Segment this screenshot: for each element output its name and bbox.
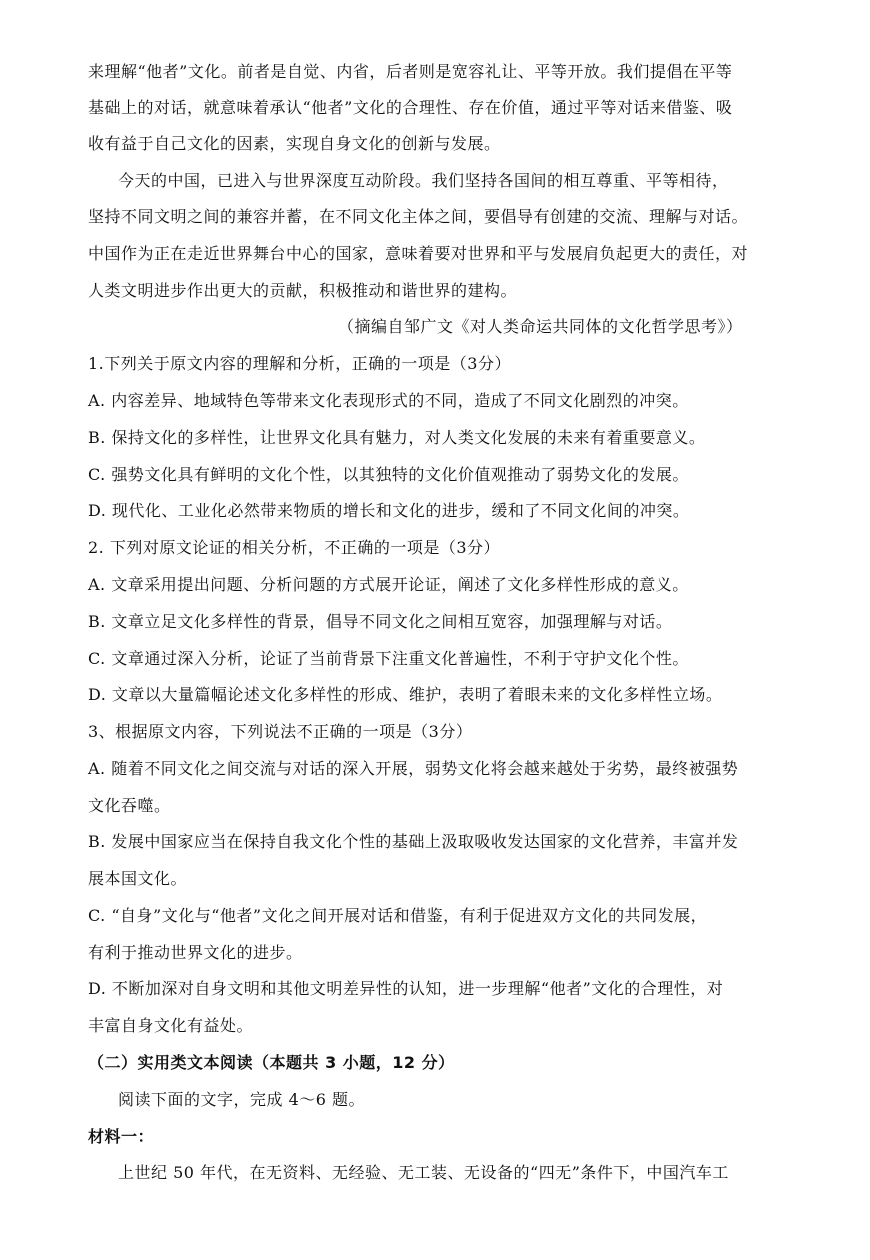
question-2-option-a: A. 文章采用提出问题、分析问题的方式展开论证，阐述了文化多样性形成的意义。	[88, 575, 689, 594]
question-2-option-d: D. 文章以大量篇幅论述文化多样性的形成、维护，表明了着眼未来的文化多样性立场。	[88, 685, 723, 704]
question-1-stem: 1.下列关于原文内容的理解和分析，正确的一项是（3分）	[88, 354, 511, 373]
question-1-option-d: D. 现代化、工业化必然带来物质的增长和文化的进步，缓和了不同文化间的冲突。	[88, 501, 690, 520]
question-1-option-a: A. 内容差异、地域特色等带来文化表现形式的不同，造成了不同文化剧烈的冲突。	[88, 391, 689, 410]
question-3-stem: 3、根据原文内容，下列说法不正确的一项是（3分）	[88, 722, 473, 741]
section-heading: （二）实用类文本阅读（本题共 3 小题，12 分）	[88, 1053, 455, 1072]
instruction-line: 阅读下面的文字，完成 4～6 题。	[118, 1090, 366, 1109]
question-3-option-b: B. 发展中国家应当在保持自我文化个性的基础上汲取吸收发达国家的文化营养，丰富并发	[88, 832, 739, 851]
question-3-option-d-cont: 丰富自身文化有益处。	[88, 1016, 254, 1035]
question-3-option-a: A. 随着不同文化之间交流与对话的深入开展，弱势文化将会越来越处于劣势，最终被强势	[88, 759, 739, 778]
question-2-option-b: B. 文章立足文化多样性的背景，倡导不同文化之间相互宽容，加强理解与对话。	[88, 612, 673, 631]
question-1-option-c: C. 强势文化具有鲜明的文化个性，以其独特的文化价值观推动了弱势文化的发展。	[88, 465, 689, 484]
paragraph-line: 人类文明进步作出更大的贡献，积极推动和谐世界的建构。	[88, 281, 518, 300]
question-3-option-c: C. “自身”文化与“他者”文化之间开展对话和借鉴，有利于促进双方文化的共同发展，	[88, 906, 708, 925]
material-heading: 材料一：	[88, 1127, 155, 1146]
question-2-stem: 2. 下列对原文论证的相关分析，不正确的一项是（3分）	[88, 538, 501, 557]
question-3-option-a-cont: 文化吞噬。	[88, 796, 171, 815]
source-citation: （摘编自邹广文《对人类命运共同体的文化哲学思考》）	[338, 317, 743, 336]
paragraph-line: 今天的中国，已进入与世界深度互动阶段。我们坚持各国间的相互尊重、平等相待，	[118, 171, 729, 190]
paragraph-line: 收有益于自己文化的因素，实现自身文化的创新与发展。	[88, 134, 501, 153]
paragraph-line: 上世纪 50 年代，在无资料、无经验、无工装、无设备的“四无”条件下，中国汽车工	[118, 1163, 729, 1182]
question-3-option-b-cont: 展本国文化。	[88, 869, 188, 888]
paragraph-line: 基础上的对话，就意味着承认“他者”文化的合理性、存在价值，通过平等对话来借鉴、吸	[88, 98, 733, 117]
paragraph-line: 坚持不同文明之间的兼容并蓄，在不同文化主体之间，要倡导有创建的交流、理解与对话。	[88, 207, 749, 226]
paragraph-line: 中国作为正在走近世界舞台中心的国家，意味着要对世界和平与发展肩负起更大的责任，对	[88, 244, 749, 263]
paragraph-line: 来理解“他者”文化。前者是自觉、内省，后者则是宽容礼让、平等开放。我们提倡在平等	[88, 62, 733, 81]
question-3-option-c-cont: 有利于推动世界文化的进步。	[88, 943, 303, 962]
question-1-option-b: B. 保持文化的多样性，让世界文化具有魅力，对人类文化发展的未来有着重要意义。	[88, 428, 706, 447]
question-3-option-d: D. 不断加深对自身文明和其他文明差异性的认知，进一步理解“他者”文化的合理性，对	[88, 979, 724, 998]
question-2-option-c: C. 文章通过深入分析，论证了当前背景下注重文化普遍性，不利于守护文化个性。	[88, 649, 689, 668]
